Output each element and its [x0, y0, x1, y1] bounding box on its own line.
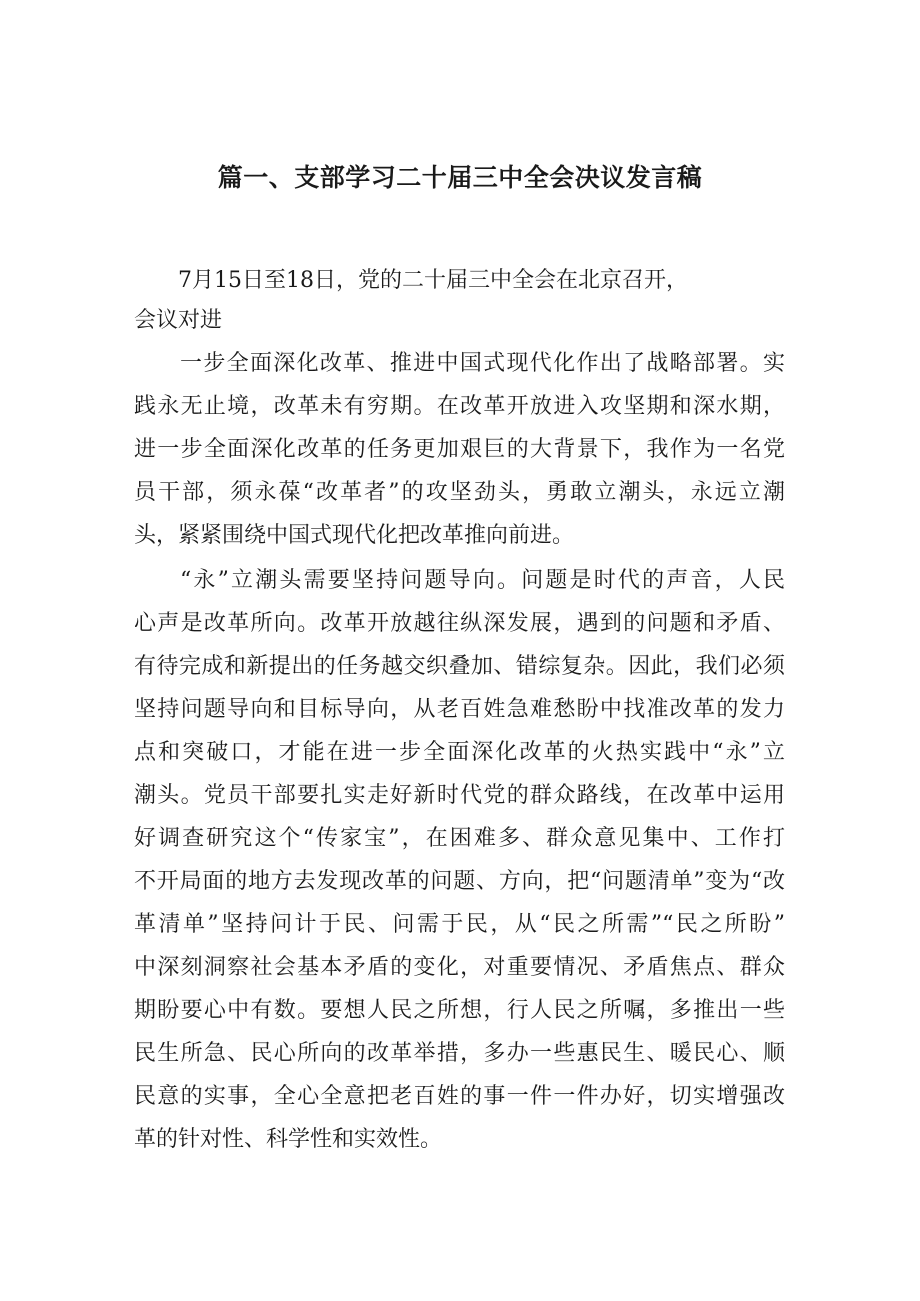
text-line: 点和突破口，才能在进一步全面深化改革的火热实践中“永”立	[134, 740, 785, 765]
text-line: 期盼要心中有数。要想人民之所想，行人民之所嘱，多推出一些	[134, 998, 785, 1023]
text-line: 会议对进	[134, 308, 223, 333]
document-title: 篇一、支部学习二十届三中全会决议发言稿	[217, 163, 703, 192]
text-line: “永”立潮头需要坚持问题导向。问题是时代的声音，人民	[180, 568, 785, 593]
text-line: 民生所急、民心所向的改革举措，多办一些惠民生、暖民心、顺	[134, 1041, 785, 1066]
text-line: 革的针对性、科学性和实效性。	[134, 1127, 443, 1152]
text-line: 好调查研究这个“传家宝”，在困难多、群众意见集中、工作打	[134, 826, 785, 851]
text-line: 革清单”坚持问计于民、问需于民，从“民之所需”“民之所盼”	[134, 912, 785, 937]
text-line: 有待完成和新提出的任务越交织叠加、错综复杂。因此，我们必须	[134, 654, 785, 679]
text-line: 员干部，须永葆“改革者”的攻坚劲头，勇敢立潮头，永远立潮	[134, 480, 785, 505]
text-line: 头，紧紧围绕中国式现代化把改革推向前进。	[134, 523, 575, 548]
text-line: 民意的实事，全心全意把老百姓的事一件一件办好，切实增强改	[134, 1084, 785, 1109]
text-line: 潮头。党员干部要扎实走好新时代党的群众路线，在改革中运用	[134, 783, 785, 808]
text-line: 心声是改革所向。改革开放越往纵深发展，遇到的问题和矛盾、	[134, 611, 785, 636]
text-line: 不开局面的地方去发现改革的问题、方向，把“问题清单”变为“改	[134, 869, 785, 894]
text-line: 中深刻洞察社会基本矛盾的变化，对重要情况、矛盾焦点、群众	[134, 955, 785, 980]
text-line: 践永无止境，改革未有穷期。在改革开放进入攻坚期和深水期，	[134, 394, 785, 419]
text-line: 坚持问题导向和目标导向，从老百姓急难愁盼中找准改革的发力	[134, 697, 785, 722]
text-line: 一步全面深化改革、推进中国式现代化作出了战略部署。实	[180, 351, 785, 376]
text-line: 7月15日至18日，党的二十届三中全会在北京召开，	[178, 268, 688, 293]
text-line: 进一步全面深化改革的任务更加艰巨的大背景下，我作为一名党	[134, 437, 785, 462]
